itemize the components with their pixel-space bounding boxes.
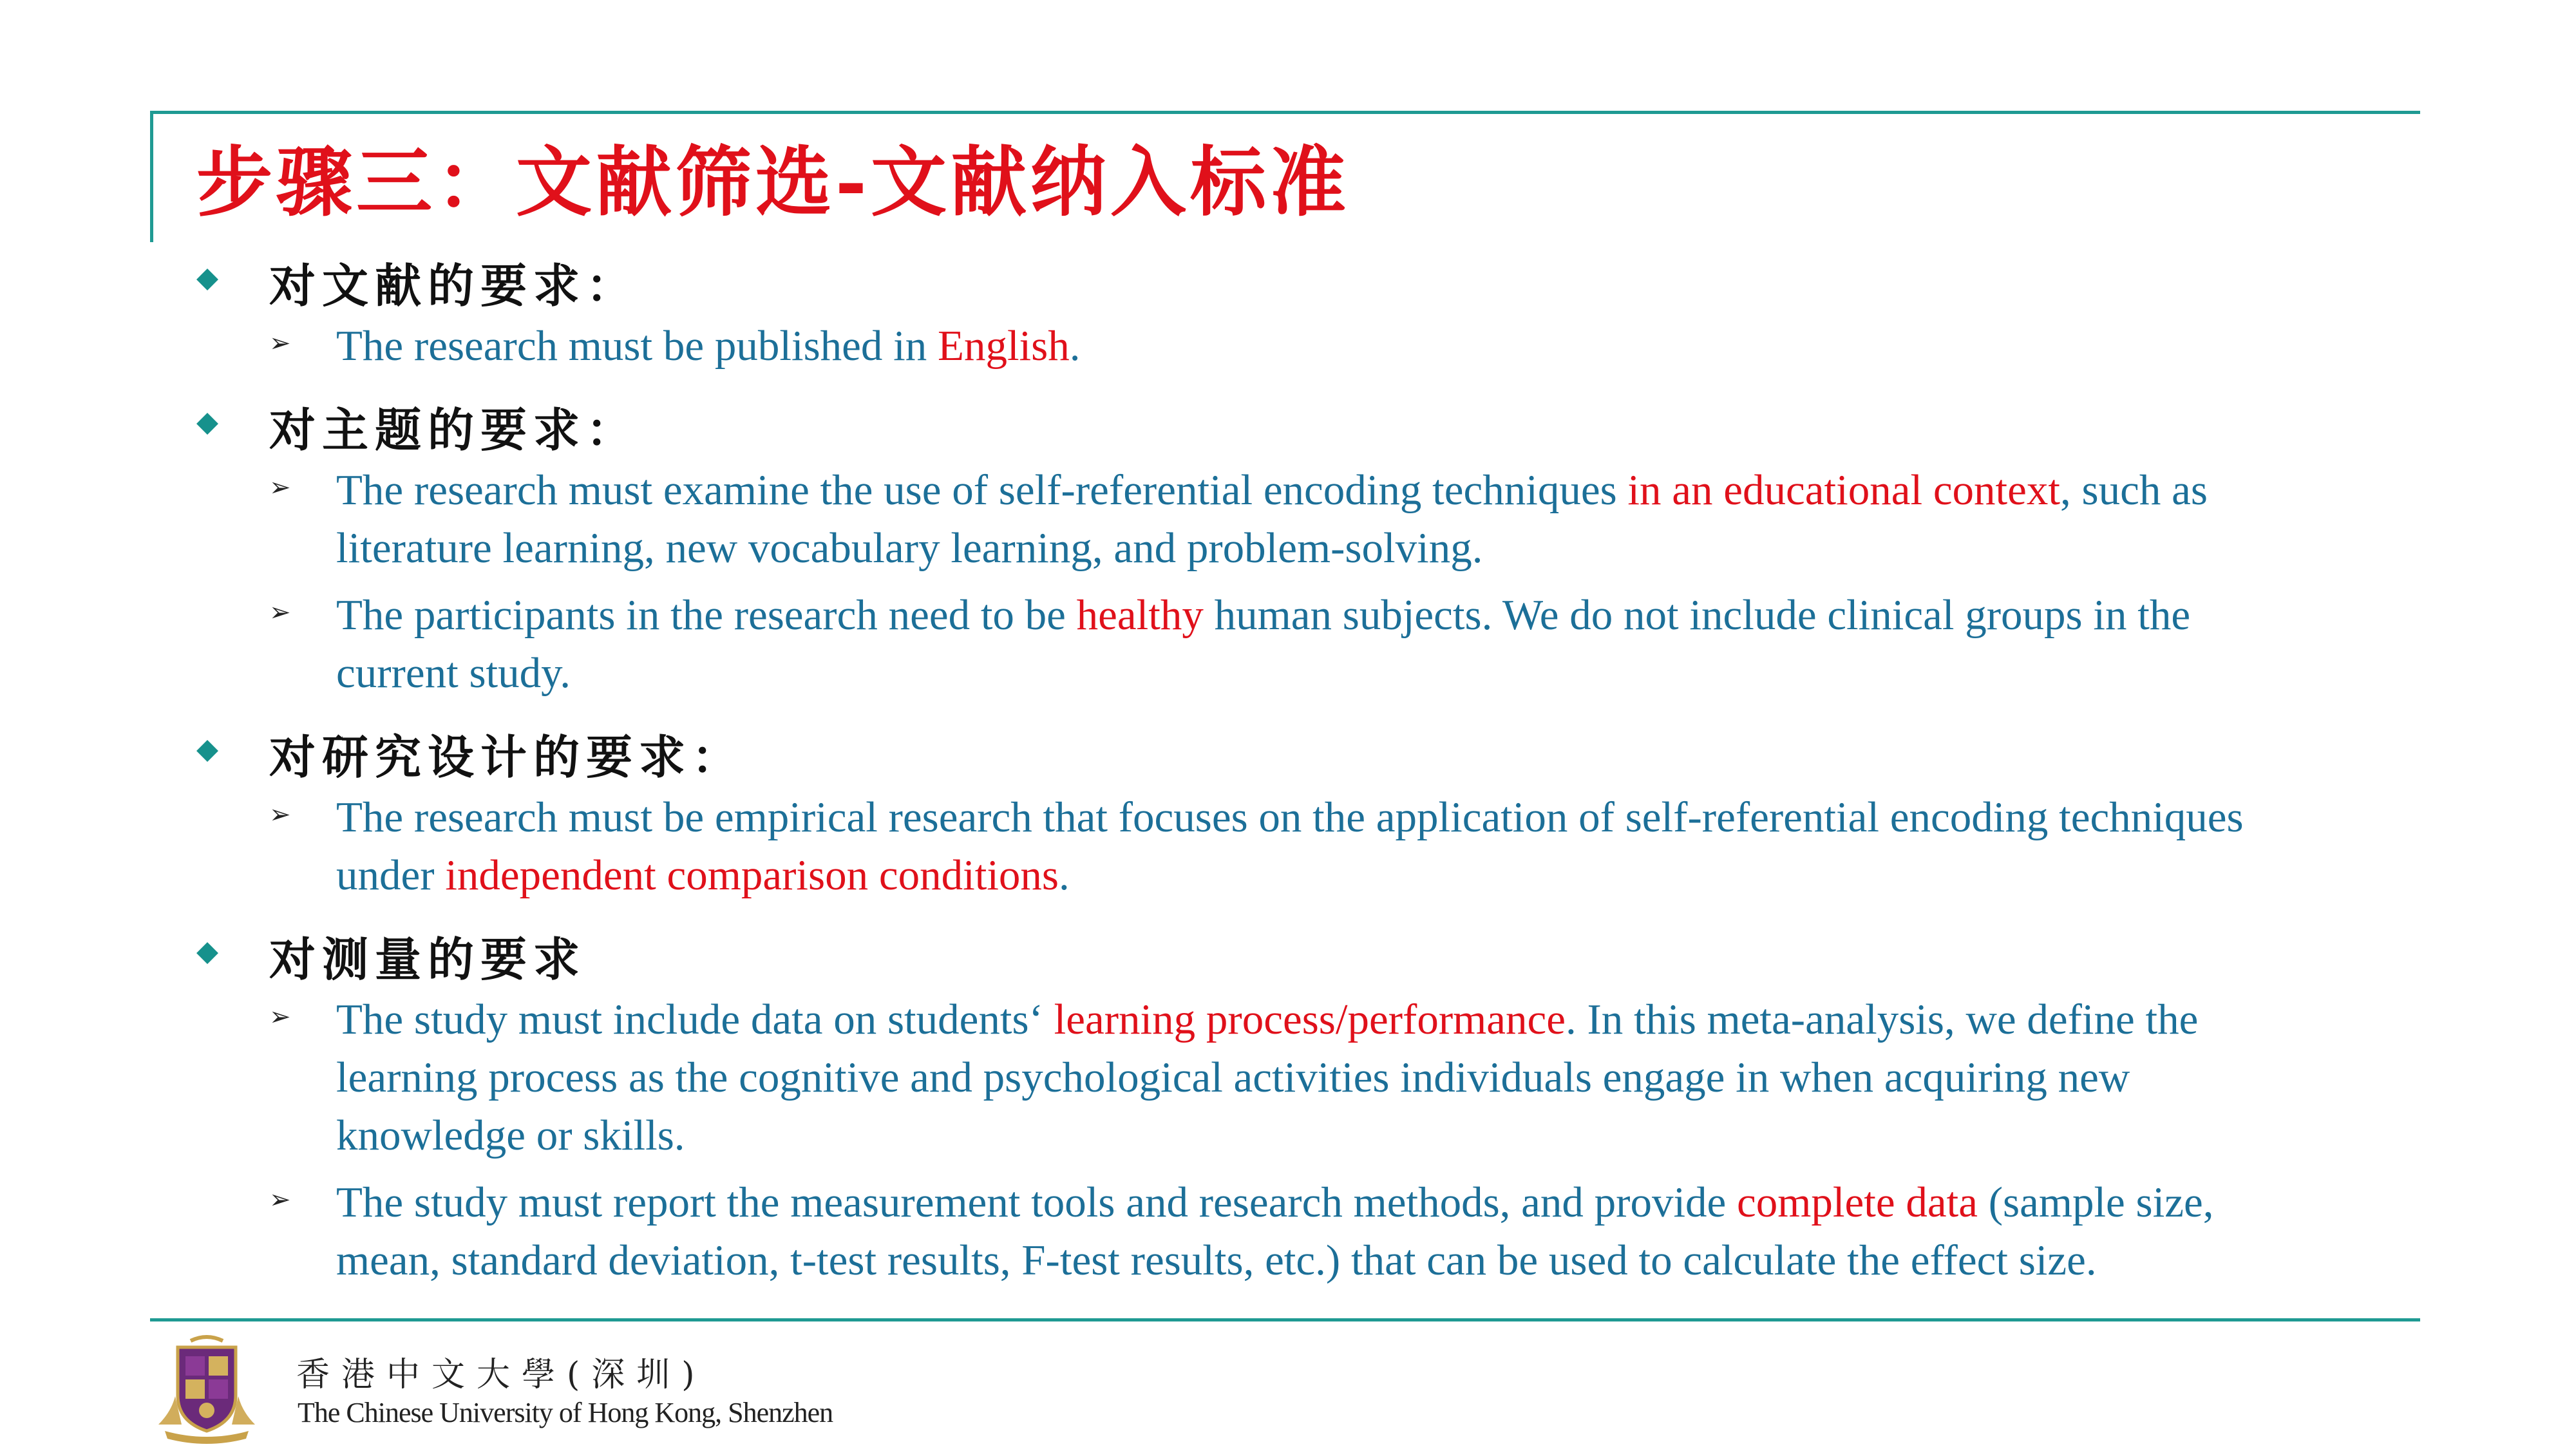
- body-text: The research must be empirical research that focuses on the application of self-referential encoding techniques: [336, 793, 2244, 841]
- highlighted-text: learning process/performance: [1054, 996, 1566, 1043]
- criterion-line: [336, 1106, 2512, 1164]
- criterion-item: [193, 317, 2512, 375]
- diamond-bullet-icon: [196, 413, 218, 435]
- criterion-line: [336, 1231, 2512, 1289]
- section-heading: [193, 920, 2512, 987]
- body-text: human subjects. We do not include clinical groups in the: [1203, 591, 2191, 639]
- highlighted-text: independent comparison conditions: [445, 851, 1059, 899]
- section-heading-text: 对主题的要求：: [269, 402, 639, 457]
- criterion-item: [193, 1173, 2512, 1289]
- body-text: The research must be published in: [336, 322, 938, 370]
- highlighted-text: complete data: [1737, 1179, 1978, 1226]
- criterion-line: [336, 990, 2512, 1048]
- body-text: under: [336, 851, 446, 899]
- highlighted-text: in an educational context: [1627, 466, 2061, 514]
- diamond-bullet-icon: [196, 942, 218, 964]
- body-text: . In this meta-analysis, we define the: [1565, 996, 2199, 1043]
- diamond-bullet-icon: [196, 269, 218, 290]
- diamond-bullet-icon: [196, 740, 218, 762]
- criterion-line: [336, 1048, 2512, 1106]
- university-crest-icon: [152, 1334, 261, 1444]
- section-heading: [193, 246, 2512, 313]
- criterion-line: [336, 317, 2512, 375]
- body-text: .: [1069, 322, 1081, 370]
- section-heading: [193, 717, 2512, 784]
- body-text: mean, standard deviation, t-test results, F-test results, etc.) that can be used to calculate the effect size.: [336, 1236, 2097, 1284]
- section-heading: [193, 390, 2512, 457]
- body-text: The study must include data on students‘: [336, 996, 1054, 1043]
- footer-university-name-cn: 香港中文大學(深圳): [296, 1356, 706, 1394]
- arrow-bullet-icon: ➢: [269, 1185, 291, 1215]
- body-text: The study must report the measurement tools and research methods, and provide: [336, 1179, 1738, 1226]
- criterion-line: [336, 461, 2512, 519]
- bottom-rule: [150, 1318, 2420, 1321]
- slide-title: 步骤三：文献筛选-文献纳入标准: [196, 137, 1350, 227]
- criterion-line: [336, 644, 2512, 702]
- body-text: current study.: [336, 649, 571, 697]
- section-heading-text: 对文献的要求：: [269, 258, 639, 313]
- body-text: The research must examine the use of self-referential encoding techniques: [336, 466, 1628, 514]
- criterion-line: [336, 846, 2512, 904]
- section-heading-text: 对测量的要求: [269, 932, 587, 987]
- left-accent-rule: [150, 111, 153, 242]
- highlighted-text: healthy: [1076, 591, 1204, 639]
- section-heading-text: 对研究设计的要求：: [269, 730, 745, 784]
- criterion-item: [193, 788, 2512, 904]
- criterion-item: [193, 586, 2512, 702]
- top-rule: [150, 111, 2420, 114]
- body-text: learning process as the cognitive and psychological activities individuals engage in when acquiring new: [336, 1054, 2130, 1101]
- arrow-bullet-icon: ➢: [269, 598, 291, 627]
- highlighted-text: English: [938, 322, 1070, 370]
- arrow-bullet-icon: ➢: [269, 473, 291, 502]
- body-text: .: [1059, 851, 1070, 899]
- body-text: literature learning, new vocabulary learning, and problem-solving.: [336, 524, 1483, 572]
- criterion-item: [193, 990, 2512, 1164]
- criteria-list: [193, 246, 2512, 1289]
- criterion-item: [193, 461, 2512, 577]
- criterion-line: [336, 1173, 2512, 1231]
- arrow-bullet-icon: ➢: [269, 328, 291, 358]
- arrow-bullet-icon: ➢: [269, 800, 291, 829]
- arrow-bullet-icon: ➢: [269, 1002, 291, 1032]
- criterion-line: [336, 519, 2512, 577]
- body-text: , such as: [2060, 466, 2208, 514]
- body-text: (sample size,: [1977, 1179, 2214, 1226]
- body-text: knowledge or skills.: [336, 1112, 685, 1159]
- criterion-line: [336, 586, 2512, 644]
- criterion-line: [336, 788, 2512, 846]
- body-text: The participants in the research need to be: [336, 591, 1077, 639]
- footer-university-name-en: The Chinese University of Hong Kong, Shenzhen: [298, 1397, 833, 1428]
